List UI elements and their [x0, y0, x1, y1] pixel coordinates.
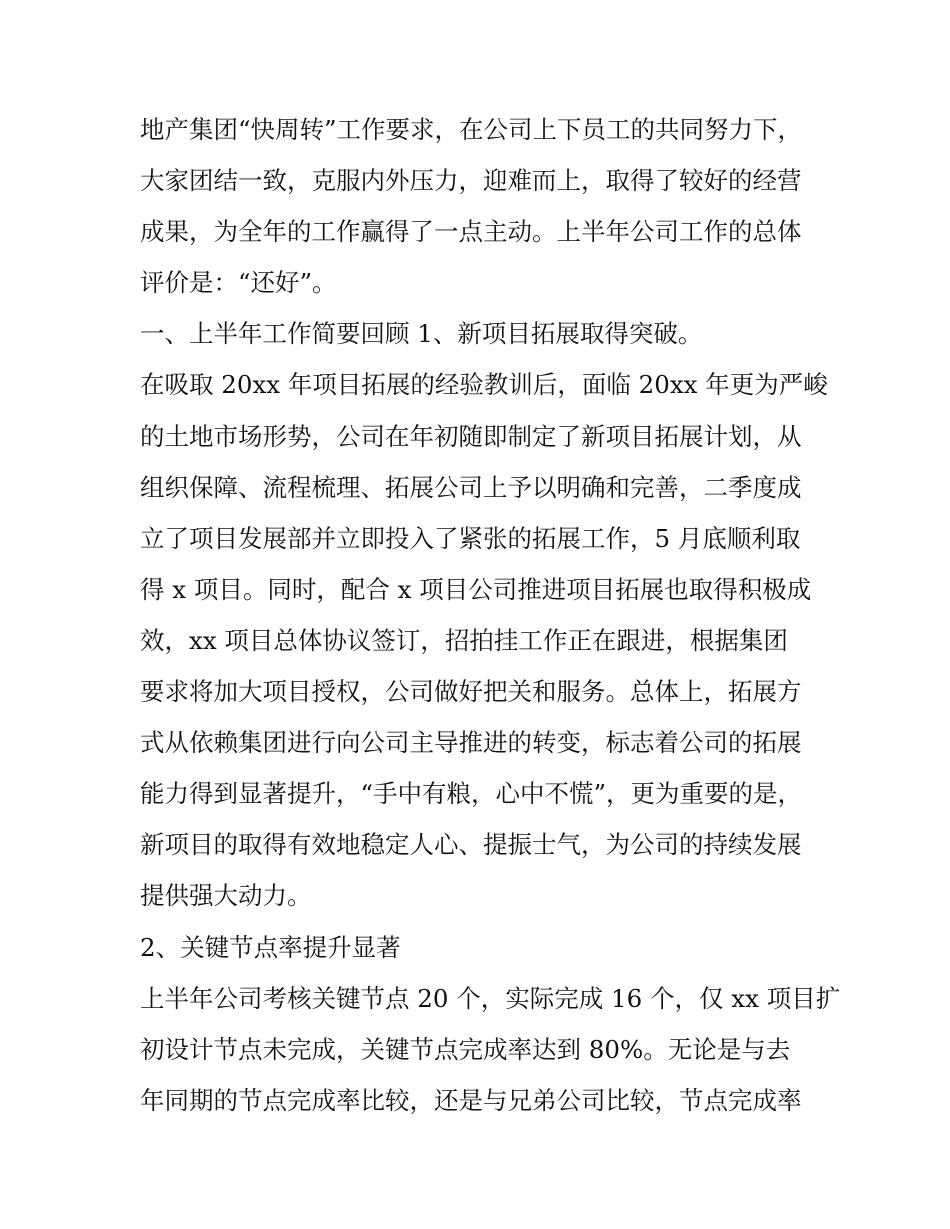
body-line: 得 x 项目。同时，配合 x 项目公司推进项目拓展也取得积极成	[140, 574, 812, 604]
section-heading: 一、上半年工作简要回顾 1、新项目拓展取得突破。	[140, 319, 703, 349]
body-line: 初设计节点未完成，关键节点完成率达到 80%。无论是与去	[140, 1034, 791, 1064]
body-line: 立了项目发展部并立即投入了紧张的拓展工作，5 月底顺利取	[140, 523, 801, 553]
body-line: 的土地市场形势，公司在年初随即制定了新项目拓展计划，从	[140, 421, 802, 451]
body-line: 要求将加大项目授权，公司做好把关和服务。总体上，拓展方	[140, 677, 802, 707]
body-line: 组织保障、流程梳理、拓展公司上予以明确和完善，二季度成	[140, 472, 802, 502]
body-line: 新项目的取得有效地稳定人心、提振士气，为公司的持续发展	[140, 830, 802, 860]
body-line: 成果，为全年的工作赢得了一点主动。上半年公司工作的总体	[140, 217, 802, 247]
body-line: 在吸取 20xx 年项目拓展的经验教训后，面临 20xx 年更为严峻	[140, 370, 828, 400]
body-line: 评价是：“还好”。	[140, 268, 337, 298]
body-line: 地产集团“快周转”工作要求，在公司上下员工的共同努力下，	[140, 115, 803, 144]
body-line: 式从依赖集团进行向公司主导推进的转变，标志着公司的拓展	[140, 728, 802, 758]
body-line: 能力得到显著提升，“手中有粮，心中不慌”，更为重要的是，	[140, 779, 803, 809]
body-line: 大家团结一致，克服内外压力，迎难而上，取得了较好的经营	[140, 166, 802, 196]
body-line: 提供强大动力。	[140, 881, 312, 911]
subsection-heading: 2、关键节点率提升显著	[140, 932, 401, 962]
body-line: 效，xx 项目总体协议签订，招拍挂工作正在跟进，根据集团	[140, 625, 788, 655]
body-line: 上半年公司考核关键节点 20 个，实际完成 16 个，仅 xx 项目扩	[140, 983, 841, 1013]
document-body	[140, 104, 841, 1126]
body-line: 年同期的节点完成率比较，还是与兄弟公司比较，节点完成率	[140, 1085, 802, 1115]
